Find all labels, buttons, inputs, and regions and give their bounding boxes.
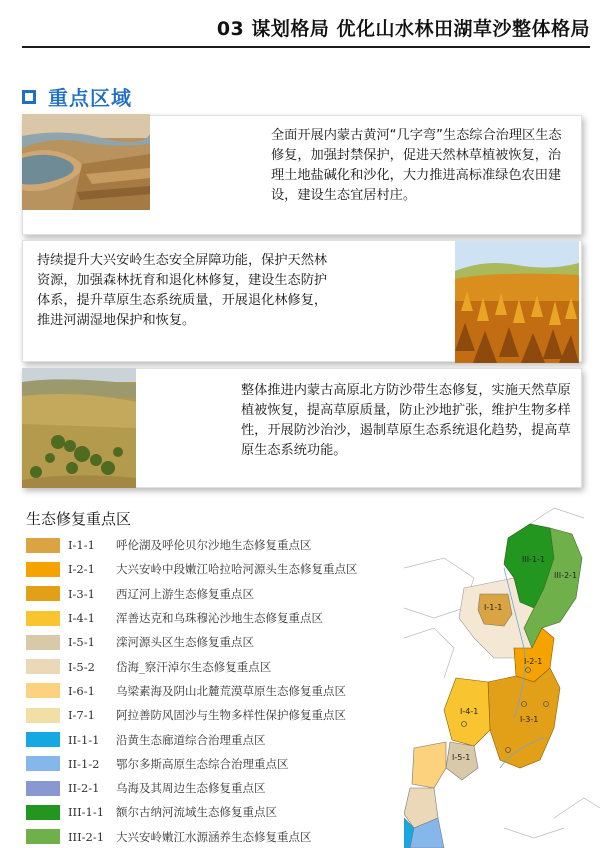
legend-item [26,533,406,557]
section-heading [22,82,132,111]
legend-code: I-5-1 [68,635,95,650]
legend-label: 乌海及其周边生态修复重点区 [116,781,266,796]
legend-swatch [26,683,60,698]
legend-swatch [26,756,60,771]
page-title: 03 谋划格局 优化山水林田湖草沙整体格局 [216,18,590,40]
map-zone-label: III-1-1 [522,555,546,564]
legend-label: 阿拉善防风固沙与生物多样性保护修复重点区 [116,708,346,723]
ecological-zones-map [404,498,600,848]
legend-code: I-6-1 [68,683,95,698]
legend-label: 大兴安岭中段嫩江哈拉哈河源头生态修复重点区 [116,562,358,577]
legend-label: 鄂尔多斯高原生态综合治理重点区 [116,756,289,771]
legend-code: I-1-1 [68,538,95,553]
section-title: 重点区域 [48,86,132,110]
legend-item [26,825,406,848]
legend-label: 岱海_察汗淖尔生态修复重点区 [116,659,272,674]
map-zone-label: I-4-1 [460,707,479,716]
legend-swatch [26,562,60,577]
legend-item [26,557,406,581]
legend-item [26,727,406,751]
legend-label: 大兴安岭嫩江水源涵养生态修复重点区 [116,829,312,844]
card-text: 整体推进内蒙古高原北方防沙带生态修复，实施天然草原植被恢复，提高草原质量，防止沙地扩张，维护生物多样性，开展防沙治沙，遏制草原生态系统退化趋势，提高草原生态系统功能。 [241,383,571,458]
card-text: 全面开展内蒙古黄河“几字弯”生态综合治理区生态修复，加强封禁保护，促进天然林草植被恢复，治理土地盐碱化和沙化，大力推进高标准绿色农田建设，建设生态宜居村庄。 [271,128,562,203]
legend-item [26,752,406,776]
legend-swatch [26,781,60,796]
yellow-river-bend-photo [22,114,150,210]
legend [26,533,406,848]
legend-code: II-1-1 [68,732,100,747]
map-zone-label: I-2-1 [524,657,543,666]
square-bullet-icon [22,90,36,104]
legend-code: I-3-1 [68,586,95,601]
autumn-forest-photo [455,241,579,363]
legend-item [26,776,406,800]
legend-swatch [26,805,60,820]
legend-label: 额尔古纳河流域生态修复重点区 [116,805,277,820]
legend-title: 生态修复重点区 [26,510,132,528]
legend-swatch [26,611,60,626]
legend-label: 呼伦湖及呼伦贝尔沙地生态修复重点区 [116,538,312,553]
legend-label: 浑善达克和乌珠穆沁沙地生态修复重点区 [116,611,323,626]
legend-code: I-7-1 [68,708,95,723]
legend-item [26,654,406,678]
legend-item [26,679,406,703]
legend-swatch [26,659,60,674]
map-region-i-6-1 [412,742,446,788]
legend-swatch [26,586,60,601]
legend-item [26,800,406,824]
legend-label: 西辽河上游生态修复重点区 [116,586,254,601]
legend-item [26,606,406,630]
legend-swatch [26,538,60,553]
card-text: 持续提升大兴安岭生态安全屏障功能，保护天然林资源，加强森林抚育和退化林修复，建设生态防护体系，提升草原生态系统质量，开展退化林修复，推进河湖湿地保护和恢复。 [37,253,328,328]
legend-item [26,703,406,727]
legend-swatch [26,708,60,723]
title-divider [22,46,590,48]
legend-label: 乌梁素海及阴山北麓荒漠草原生态修复重点区 [116,683,346,698]
grassland-dune-photo [22,368,136,488]
legend-swatch [26,732,60,747]
legend-code: III-2-1 [68,829,105,844]
legend-code: II-1-2 [68,756,100,771]
legend-code: I-2-1 [68,562,95,577]
legend-code: II-2-1 [68,781,100,796]
legend-code: I-5-2 [68,659,95,674]
legend-item [26,582,406,606]
legend-item [26,630,406,654]
legend-label: 沿黄生态廊道综合治理重点区 [116,732,266,747]
legend-swatch [26,829,60,844]
map-zone-label: III-2-1 [554,571,578,580]
map-zone-label: I-5-1 [452,753,471,762]
legend-label: 滦河源头区生态修复重点区 [116,635,254,650]
map-zone-label: I-1-1 [484,603,503,612]
legend-code: III-1-1 [68,805,105,820]
map-zone-label: I-3-1 [520,715,539,724]
legend-swatch [26,635,60,650]
legend-code: I-4-1 [68,611,95,626]
